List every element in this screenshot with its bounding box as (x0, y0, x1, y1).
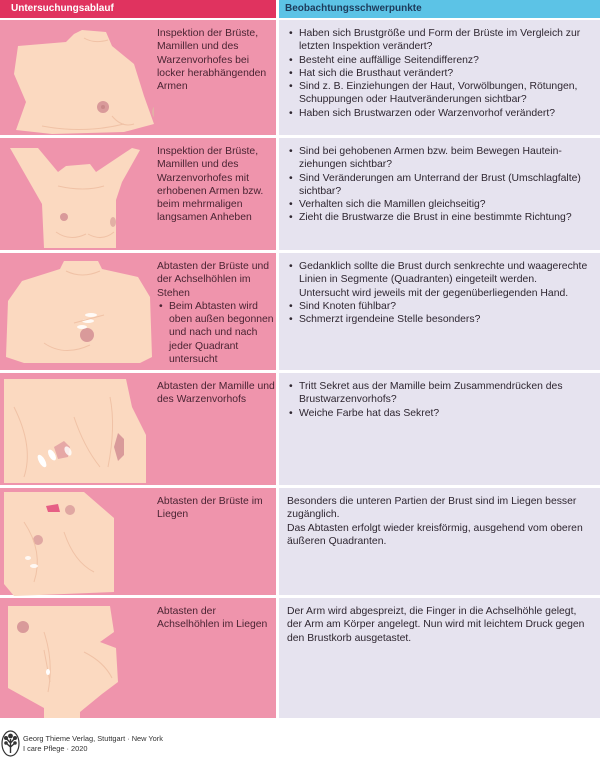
table-row (0, 373, 600, 485)
procedure-bullet: • Beim Abtasten wird oben außen begonnen und nach und nach jeder Quadrant untersucht (157, 300, 275, 366)
observation-item: • Sind Knoten fühlbar? (287, 300, 592, 313)
table-row (0, 138, 600, 250)
breast-palpation-lying-illustration (4, 492, 152, 596)
procedure-text (157, 260, 275, 366)
observation-item: • Zieht die Brustwarze die Brust in eine bestimmte Richtung? (287, 211, 592, 224)
observations-cell (279, 488, 600, 595)
procedure-bullets (157, 300, 275, 366)
breast-palpation-standing-illustration (4, 257, 152, 367)
observation-item: • Haben sich Brustgröße und Form der Brüste im Vergleich zur letzten Inspektion verändert? (287, 27, 592, 54)
observation-list (287, 27, 592, 120)
table-row (0, 20, 600, 135)
observations-cell (279, 373, 600, 485)
observation-item: • Gedanklich sollte die Brust durch senkrechte und waagerechte Linien in Segmente (Quadranten) eingeteilt werden. Untersucht wird jeweils mit der gegenüberliegenden Hand. (287, 260, 592, 300)
procedure-cell (0, 138, 276, 250)
observation-list (287, 380, 592, 420)
procedure-title: Abtasten der Brüste und der Achselhöhlen im Stehen (157, 261, 270, 299)
observation-list (287, 145, 592, 225)
observations-cell (279, 598, 600, 718)
footer (0, 730, 300, 759)
observations-cell (279, 20, 600, 135)
observation-paragraph: Das Abtasten erfolgt wieder kreisförmig, ausgehend vom oberen äußeren Quadranten. (287, 522, 583, 547)
procedure-text: Inspektion der Brüste, Mamillen und des Warzenvorhofes mit erhobenen Armen bzw. beim mehrmaligen langsamen Anheben (157, 146, 264, 224)
observation-paragraph: Besonders die unteren Partien der Brust sind im Liegen besser zugänglich. (287, 496, 577, 521)
observation-item: • Weiche Farbe hat das Sekret? (287, 407, 592, 420)
observation-item: • Sind z. B. Einziehungen der Haut, Vorwölbungen, Rötungen, Schuppungen oder Hautveränderungen sichtbar? (287, 80, 592, 107)
procedure-cell (0, 373, 276, 485)
procedure-cell (0, 488, 276, 595)
table-row (0, 598, 600, 718)
procedure-text: Abtasten der Brüste im Liegen (157, 496, 263, 521)
observation-item: • Haben sich Brustwarzen oder Warzenvorhof verändert? (287, 107, 592, 120)
header-observations: Beobachtungsschwerpunkte (279, 0, 600, 18)
source-name: I care Pflege · 2020 (23, 744, 88, 753)
procedure-text: Abtasten der Mamille und des Warzenvorhofs (157, 381, 275, 406)
observation-item: • Besteht eine auffällige Seitendifferenz? (287, 54, 592, 67)
observations-cell (279, 253, 600, 370)
publisher-name: Georg Thieme Verlag, Stuttgart · New York (23, 734, 163, 743)
observation-item: • Verhalten sich die Mamillen gleichseitig? (287, 198, 592, 211)
header-procedure: Untersuchungsablauf (0, 0, 276, 18)
procedure-cell (0, 20, 276, 135)
thieme-tree-logo-icon (1, 730, 20, 757)
observation-paragraph: Der Arm wird abgespreizt, die Finger in die Achselhöhle gelegt, der Arm am Körper angelegt. Nun wird mit leichtem Druck gegen den Brustkorb ausgetastet. (287, 606, 585, 644)
observations-cell (279, 138, 600, 250)
breast-inspection-arms-down-illustration (4, 24, 152, 134)
publisher-info (23, 734, 163, 754)
nipple-palpation-illustration (4, 377, 152, 483)
observation-list (287, 260, 592, 326)
procedure-cell (0, 253, 276, 370)
procedure-text: Inspektion der Brüste, Mamillen und des Warzenvorhofes bei locker herabhängenden Armen (157, 28, 267, 93)
observation-item: • Hat sich die Brusthaut verändert? (287, 67, 592, 80)
observation-item: • Schmerzt irgendeine Stelle besonders? (287, 313, 592, 326)
table-header (0, 0, 600, 18)
procedure-cell (0, 598, 276, 718)
observation-item: • Sind bei gehobenen Armen bzw. beim Bewegen Hautein-ziehungen sichtbar? (287, 145, 592, 172)
observation-item: • Tritt Sekret aus der Mamille beim Zusammendrücken des Brustwarzenvorhofs? (287, 380, 592, 407)
breast-inspection-arms-raised-illustration (4, 142, 152, 250)
table-row (0, 253, 600, 370)
procedure-text: Abtasten der Achselhöhlen im Liegen (157, 606, 268, 631)
armpit-palpation-lying-illustration (4, 602, 152, 718)
observation-item: • Sind Veränderungen am Unterrand der Brust (Umschlagfalte) sichtbar? (287, 172, 592, 199)
observation-continuation: Untersucht wird jeweils mit der gegenüberliegenden Hand. (299, 287, 569, 299)
table-row (0, 488, 600, 595)
